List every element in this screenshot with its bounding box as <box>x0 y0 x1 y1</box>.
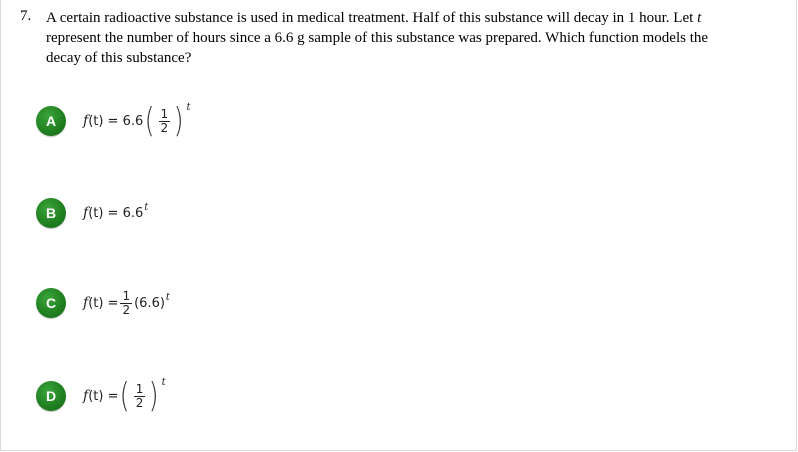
choice-c-fraction <box>120 290 132 317</box>
choice-a-badge[interactable]: A <box>36 106 66 136</box>
question-text-part1: A certain radioactive substance is used in medical treatment. Half of this substance will decay in 1 hour. Let <box>46 10 698 26</box>
choice-c-frac-den: 2 <box>122 302 131 317</box>
choice-b[interactable] <box>36 183 536 243</box>
choice-a-exponent: t <box>186 101 191 113</box>
choice-d-frac-den: 2 <box>135 395 144 410</box>
choice-c-frac-num: 1 <box>122 288 131 303</box>
choice-a-lhs: (t) = 6.6 <box>88 113 144 129</box>
choice-d-exponent: t <box>161 376 166 388</box>
choice-d-fn: f <box>83 388 89 404</box>
choice-c-lhs: (t) = <box>88 295 119 311</box>
choice-b-lhs: (t) = 6.6 <box>88 205 144 221</box>
choice-d-fraction <box>134 383 146 410</box>
choice-a-left-paren: ( <box>144 101 155 141</box>
choice-d-right-paren: ) <box>149 376 159 416</box>
choice-b-badge[interactable]: B <box>36 198 66 228</box>
question-text-part2: represent the number of hours since a 6.6 g sample of this substance was prepared. Which function models the decay of this substance? <box>46 30 709 66</box>
choice-c-badge[interactable]: C <box>36 288 66 318</box>
choice-d-lhs: (t) = <box>88 388 119 404</box>
choice-b-expression <box>83 201 149 221</box>
choice-c-rhs: (6.6) <box>134 295 165 311</box>
choice-d-badge[interactable]: D <box>36 381 66 411</box>
question-variable-t: t <box>697 10 702 26</box>
choice-c[interactable] <box>36 273 536 333</box>
choice-a-frac-num: 1 <box>160 106 169 121</box>
choice-a[interactable] <box>36 91 536 151</box>
choice-d-left-paren: ( <box>120 376 131 416</box>
choice-c-expression <box>83 290 170 317</box>
choice-a-fn: f <box>83 113 89 129</box>
choice-b-exponent: t <box>144 201 149 213</box>
choice-d-frac-num: 1 <box>135 381 144 396</box>
choice-d[interactable] <box>36 366 536 426</box>
choice-a-right-paren: ) <box>173 101 184 141</box>
choice-d-expression <box>83 376 166 416</box>
choice-c-fn: f <box>83 295 89 311</box>
choice-a-expression <box>83 101 191 141</box>
choice-b-fn: f <box>83 205 89 221</box>
question-number: 7. <box>20 8 32 24</box>
choice-a-frac-den: 2 <box>160 120 169 135</box>
choice-c-exponent: t <box>165 291 170 303</box>
question-text <box>46 8 736 68</box>
choice-a-fraction <box>159 108 171 135</box>
